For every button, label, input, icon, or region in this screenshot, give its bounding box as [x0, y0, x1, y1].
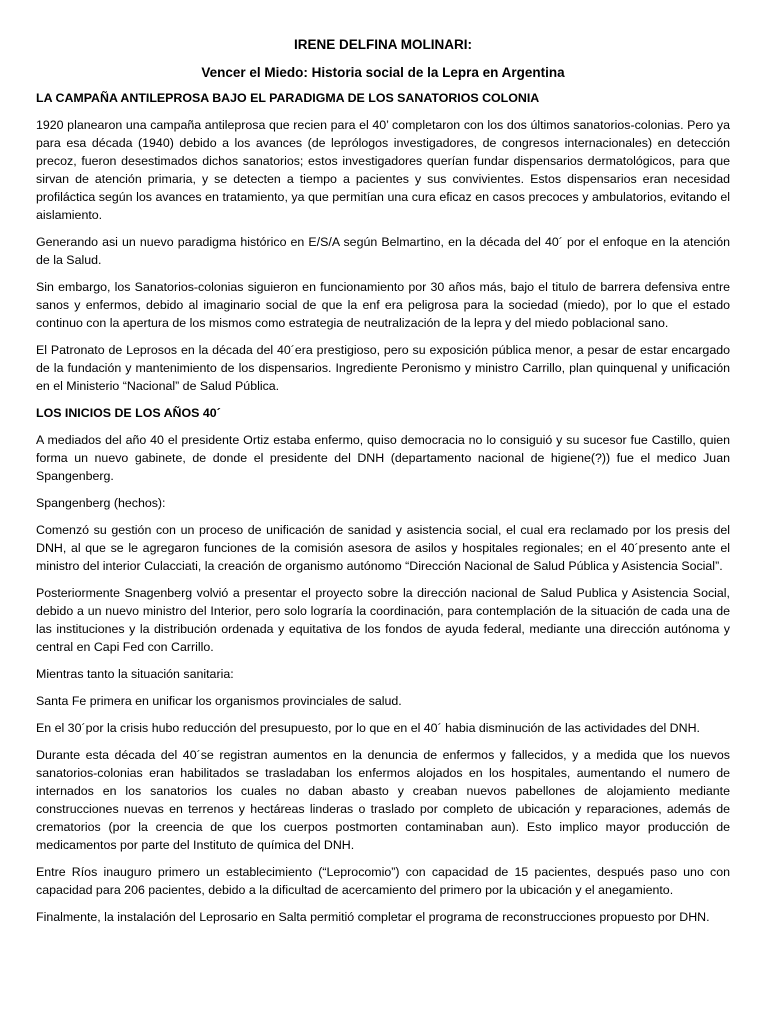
section-heading: LOS INICIOS DE LOS AÑOS 40´ — [36, 406, 221, 420]
paragraph: El Patronato de Leprosos en la década del 40´era prestigioso, pero su exposición pública menor, a pesar de estar encargado de la fundación y mantenimiento de los dispensarios. Ingrediente Peronismo y ministro Carrillo, plan quinquenal y unificación en el Ministerio “Nacional” de Salud Pública. — [36, 343, 730, 393]
paragraph: Finalmente, la instalación del Leprosario en Salta permitió completar el programa de reconstrucciones propuesto por DHN. — [36, 910, 710, 924]
paragraph: Sin embargo, los Sanatorios-colonias siguieron en funcionamiento por 30 años más, bajo el titulo de barrera defensiva entre sanos y enfermos, debido al imaginario social de que la enf era peligrosa para la sociedad (miedo), por lo que el estado continuo con la apertura de los mismos como estrategia de neutralización de la lepra y del miedo poblacional sano. — [36, 280, 730, 330]
paragraph: Posteriormente Snagenberg volvió a presentar el proyecto sobre la dirección nacional de Salud Publica y Asistencia Social, debido a un nuevo ministro del Interior, pero solo lograría la coordinación, para contemplación de la situación de cada una de las instituciones y la distribución ordenada y equitativa de los fondos de ayuda federal, mediante una dirección autónoma y central en Capi Fed con Carrillo. — [36, 586, 730, 654]
section-heading: LA CAMPAÑA ANTILEPROSA BAJO EL PARADIGMA DE LOS SANATORIOS COLONIA — [36, 91, 540, 105]
paragraph: A mediados del año 40 el presidente Ortiz estaba enfermo, quiso democracia no lo consiguió y su sucesor fue Castillo, quien forma un nuevo gabinete, de donde el presidente del DNH (departamento nacional de higiene(?)) fue el medico Juan Spangenberg. — [36, 433, 730, 483]
document-page — [36, 36, 730, 935]
paragraph: En el 30´por la crisis hubo reducción del presupuesto, por lo que en el 40´ habia disminución de las actividades del DNH. — [36, 721, 700, 735]
document-body — [36, 89, 730, 926]
paragraph: Comenzó su gestión con un proceso de unificación de sanidad y asistencia social, el cual era reclamado por los presis del DNH, al que se le agregaron funciones de la comisión asesora de asilos y hospitales regionales; en el 40´presento ante el ministro del interior Culacciati, la creación de organismo autónomo “Dirección Nacional de Salud Pública y Asistencia Social”. — [36, 523, 730, 573]
author-heading: IRENE DELFINA MOLINARI: — [294, 37, 472, 52]
paragraph: 1920 planearon una campaña antileprosa que recien para el 40’ completaron con los dos últimos sanatorios-colonias. Pero ya para esa década (1940) debido a los avances (de leprólogos investigadores, de congresos internacionales) en detección precoz, fueron desestimados dichos sanatorios; estos investigadores querían fundar dispensarios dermatológicos, para que sirvan de atención primaria, y se detecten a tiempo a pacientes y sus convivientes. Estos dispensarios eran necesidad profiláctica según los avances en tratamiento, ya que permitían una cura eficaz en casos precoces y ambulatorios, evitando el aislamiento. — [36, 118, 730, 222]
paragraph: Entre Ríos inauguro primero un establecimiento (“Leprocomio”) con capacidad de 15 pacientes, después paso uno con capacidad para 206 pacientes, debido a la dificultad de acercamiento del primero por la ubicación y el anegamiento. — [36, 865, 730, 897]
paragraph: Spangenberg (hechos): — [36, 496, 166, 510]
paragraph: Mientras tanto la situación sanitaria: — [36, 667, 234, 681]
paragraph: Durante esta década del 40´se registran aumentos en la denuncia de enfermos y fallecidos, y a medida que los nuevos sanatorios-colonias eran habilitados se trasladaban los enfermos alojados en los hospitales, aumentando el numero de internados en los sanatorios los cuales no daban abasto y creaban nuevos pabellones de alojamiento mediante construcciones nuevas en terrenos y hectáreas linderas o traslado por completo de ubicación y reparaciones, además de crematorios (por la creencia de que los cuerpos postmorten contaminaban aun). Esto implico mayor producción de medicamentos por parte del Instituto de química del DNH. — [36, 748, 730, 852]
document-title: Vencer el Miedo: Historia social de la Lepra en Argentina — [201, 65, 565, 80]
paragraph: Generando asi un nuevo paradigma histórico en E/S/A según Belmartino, en la década del 40´ por el enfoque en la atención de la Salud. — [36, 235, 730, 267]
paragraph: Santa Fe primera en unificar los organismos provinciales de salud. — [36, 694, 402, 708]
